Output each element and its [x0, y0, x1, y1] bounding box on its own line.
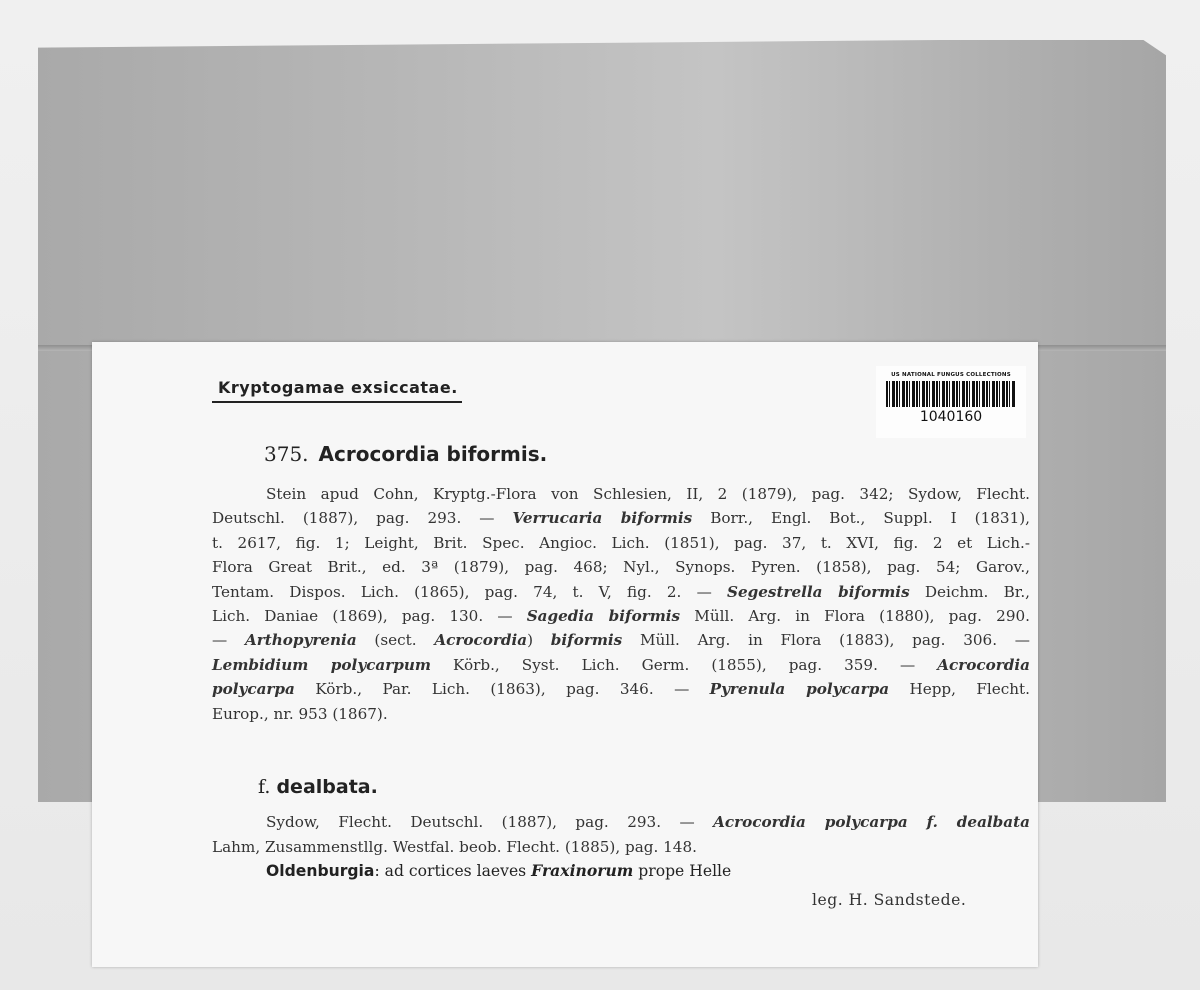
entry-heading [264, 442, 547, 466]
entry-number: 375. [264, 442, 309, 466]
form-line: Sydow, Flecht. Deutschl. (1887), pag. 293. — Acrocordia polycarpa f. dealbata [266, 813, 1030, 831]
barcode-bars [886, 381, 1016, 407]
host-name: Fraxinorum [531, 861, 634, 880]
specimen-label [92, 342, 1038, 967]
synonymy-line: Stein apud Cohn, Kryptg.-Flora von Schlesien, II, 2 (1879), pag. 342; Sydow, Flecht. [266, 485, 1030, 503]
form-line: Lahm, Zusammenstllg. Westfal. beob. Flecht. (1885), pag. 148. [212, 838, 697, 856]
barcode-institution: US NATIONAL FUNGUS COLLECTIONS [891, 372, 1011, 378]
form-heading [258, 776, 378, 798]
taxon-name: Acrocordia biformis. [318, 442, 548, 466]
form-synonymy [212, 810, 1030, 860]
synonymy-text [212, 482, 1030, 726]
synonymy-line: polycarpa Körb., Par. Lich. (1863), pag. 346. — Pyrenula polycarpa Hepp, Flecht. [212, 680, 1030, 699]
synonymy-line: Lembidium polycarpum Körb., Syst. Lich. Germ. (1855), pag. 359. — Acrocordia [212, 655, 1030, 674]
barcode-number: 1040160 [919, 409, 983, 425]
synonymy-line: t. 2617, fig. 1; Leight, Brit. Spec. Angioc. Lich. (1851), pag. 37, t. XVI, fig. 2 et Lich.- [212, 533, 1030, 552]
synonymy-line: Lich. Daniae (1869), pag. 130. — Sagedia biformis Müll. Arg. in Flora (1880), pag. 290. [212, 607, 1030, 626]
series-title: Kryptogamae exsiccatae. [212, 378, 462, 403]
form-rank: f. [258, 776, 271, 798]
synonymy-line: — Arthopyrenia (sect. Acrocordia) biformis Müll. Arg. in Flora (1883), pag. 306. — [212, 631, 1030, 650]
synonymy-line: Tentam. Dispos. Lich. (1865), pag. 74, t. V, fig. 2. — Segestrella biformis Deichm. Br., [212, 582, 1030, 601]
collector: leg. H. Sandstede. [812, 891, 967, 909]
synonymy-line: Europ., nr. 953 (1867). [212, 704, 388, 723]
barcode-label [876, 366, 1026, 438]
locality-region: Oldenburgia [266, 862, 375, 880]
synonymy-line: Flora Great Brit., ed. 3ª (1879), pag. 468; Nyl., Synops. Pyren. (1858), pag. 54; Garov., [212, 558, 1030, 577]
locality: Oldenburgia: ad cortices laeves Fraxinorum prope Helle [266, 861, 732, 880]
form-name: dealbata. [276, 776, 378, 798]
synonymy-line: Deutschl. (1887), pag. 293. — Verrucaria biformis Borr., Engl. Bot., Suppl. I (1831), [212, 509, 1030, 528]
